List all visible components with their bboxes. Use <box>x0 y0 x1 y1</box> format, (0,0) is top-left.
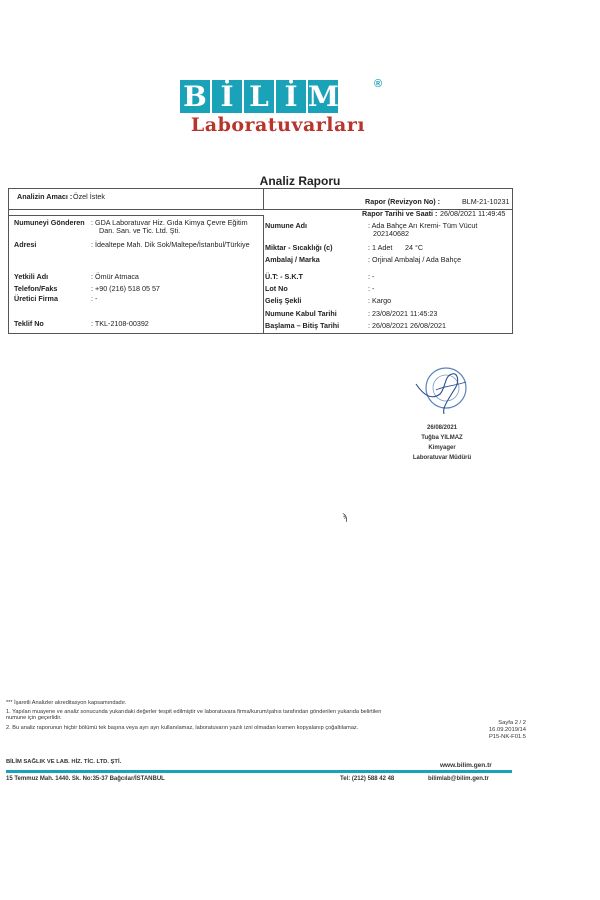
footnote-1-cont: numune için geçerlidir. <box>6 715 62 722</box>
signature-block <box>392 423 492 463</box>
arrival-label: Geliş Şekli <box>265 296 302 305</box>
maker-label: Üretici Firma <box>14 294 58 303</box>
amount-label: Miktar - Sıcaklığı (c) <box>265 243 333 252</box>
phone-label: Telefon/Faks <box>14 284 58 293</box>
page-title: Analiz Raporu <box>259 174 341 188</box>
page-info <box>466 720 526 741</box>
signer-name: Tuğba YILMAZ <box>421 435 463 441</box>
amount-value: : 1 Adet <box>368 243 393 252</box>
logo-letter: L <box>244 80 274 113</box>
footer-website: www.bilim.gen.tr <box>440 762 492 769</box>
package-label: Ambalaj / Marka <box>265 255 320 264</box>
registered-mark: ® <box>374 78 383 90</box>
footnote-2: 2. Bu analiz raporunun hiçbir bölümü tek başına veya ayrı ayrı kullanılamaz, laboratuvarın yazılı izni olmadan kısmen kopyalanıp çoğaltılamaz. <box>6 724 359 731</box>
maker-value: : - <box>91 294 98 303</box>
lot-value: : - <box>368 284 375 293</box>
scan-mark-icon: ϡ <box>342 512 348 522</box>
period-value: : 26/08/2021 26/08/2021 <box>368 321 446 330</box>
page-number: Sayfa 2 / 2 <box>498 720 526 726</box>
sender-value-line2: Dan. San. ve Tic. Ltd. Şti. <box>99 226 181 235</box>
footer-divider <box>6 770 512 773</box>
sample-value-line1: : Ada Bahçe Arı Kremi- Tüm Vücut <box>368 221 478 230</box>
purpose-value: Özel İstek <box>73 192 105 201</box>
contact-value: : Ömür Atmaca <box>91 272 139 281</box>
address-value: : İdealtepe Mah. Dik Sok/Maltepe/İstanbul/Türkiye <box>91 240 250 249</box>
ut-value: : - <box>368 272 375 281</box>
footer-phone: Tel: (212) 588 42 48 <box>340 776 395 782</box>
purpose-label: Analizin Amacı : <box>17 192 73 201</box>
footer-address: 15 Temmuz Mah. 1440. Sk. No:35-37 Bağcılar/İSTANBUL <box>6 776 165 782</box>
package-value: : Orjinal Ambalaj / Ada Bahçe <box>368 255 462 264</box>
signer-title: Laboratuvar Müdürü <box>412 455 472 461</box>
report-no-label: Rapor (Revizyon No) : <box>365 197 441 206</box>
form-code: P15-NK-F01.5 <box>488 734 526 740</box>
footnote-accreditation: *** İşaretli Analizler akreditasyon kapsamındadır. <box>6 700 127 706</box>
offer-value: : TKL-2108-00392 <box>91 319 149 328</box>
address-label: Adresi <box>14 240 37 249</box>
report-no-value: BLM-21-10231 <box>462 197 510 206</box>
offer-label: Teklif No <box>14 319 44 328</box>
logo-subtitle: Laboratuvarları <box>190 114 366 136</box>
ut-label: Ü.T: - S.K.T <box>265 272 303 281</box>
signature-stamp-icon <box>414 360 474 420</box>
document-date: 16.09.2019/14 <box>488 727 526 733</box>
contact-label: Yetkili Adı <box>14 272 49 281</box>
sender-label: Numuneyi Gönderen <box>14 218 85 227</box>
signer-role: Kimyager <box>428 445 456 451</box>
footer-email: bilimlab@bilim.gen.tr <box>428 776 489 782</box>
footnote-1: 1. Yapılan muayene ve analiz sonucunda yukarıdaki değerler tespit edilmiştir ve laboratuvara firma/kurum/şahıs tarafından gönderilen yukarıda belirtilen <box>6 708 382 715</box>
report-info-table <box>8 188 513 334</box>
logo-letter: B <box>180 80 210 113</box>
temperature-value: 24 °C <box>405 243 424 252</box>
report-date-label: Rapor Tarihi ve Saati : <box>362 209 438 218</box>
period-label: Başlama – Bitiş Tarihi <box>265 321 340 330</box>
footnotes <box>6 700 476 731</box>
logo-letter: İ <box>276 80 306 113</box>
accept-date-value: : 23/08/2021 11:45:23 <box>368 309 438 318</box>
sample-value-line2: 202140682 <box>373 229 409 238</box>
phone-value: : +90 (216) 518 05 57 <box>91 284 160 293</box>
logo-letters <box>180 80 338 113</box>
footer-company: BİLİM SAĞLIK VE LAB. HİZ. TİC. LTD. ŞTİ. <box>6 759 122 765</box>
signature-date: 26/08/2021 <box>426 425 458 431</box>
sender-value-line1: : GDA Laboratuvar Hiz. Gıda Kimya Çevre Eğitim <box>91 218 248 227</box>
arrival-value: : Kargo <box>368 296 392 305</box>
report-date-value: 26/08/2021 11:49:45 <box>440 209 506 218</box>
sample-label: Numune Adı <box>265 221 308 230</box>
accept-date-label: Numune Kabul Tarihi <box>265 309 337 318</box>
lot-label: Lot No <box>265 284 288 293</box>
logo-letter: İ <box>212 80 242 113</box>
logo-letter: M <box>308 80 339 113</box>
